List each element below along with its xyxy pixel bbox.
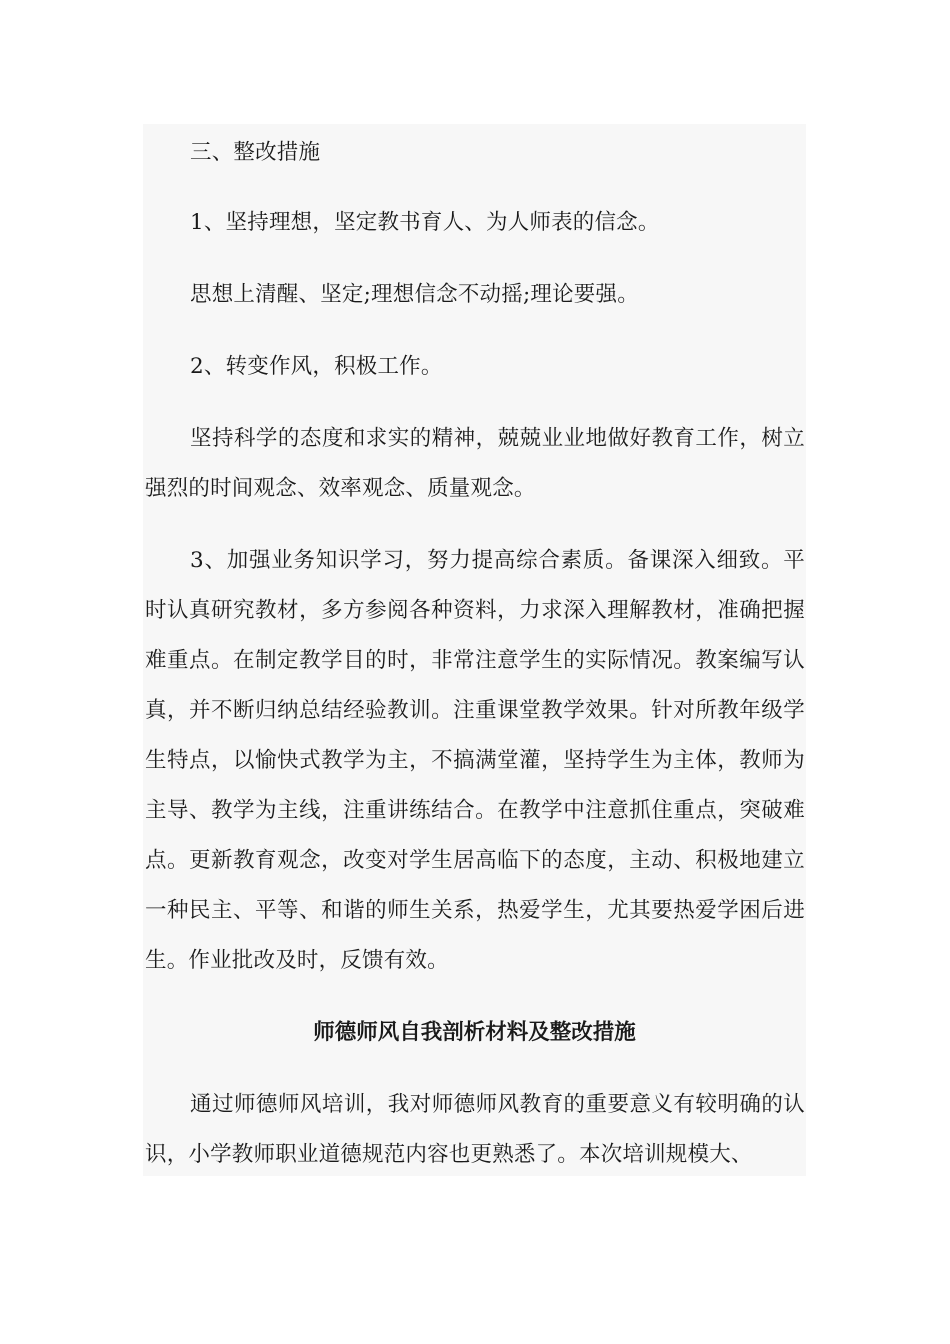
section-heading: 三、整改措施 (190, 140, 321, 165)
measure-2-body: 坚持科学的态度和求实的精神，兢兢业业地做好教育工作，树立强烈的时间观念、效率观念、质量观念。 (145, 426, 805, 501)
measure-1-body: 思想上清醒、坚定;理想信念不动摇;理论要强。 (190, 282, 639, 307)
measure-3-body: 3、加强业务知识学习，努力提高综合素质。备课深入细致。平时认真研究教材，多方参阅各种资料，力求深入理解教材，准确把握难重点。在制定教学目的时，非常注意学生的实际情况。教案编写认真，并不断归纳总结经验教训。注重课堂教学效果。针对所教年级学生特点，以愉快式教学为主，不搞满堂灌，坚持学生为主体，教师为主导、教学为主线，注重讲练结合。在教学中注意抓住重点，突破难点。更新教育观念，改变对学生居高临下的态度，主动、积极地建立一种民主、平等、和谐的师生关系，热爱学生，尤其要热爱学困后进生。作业批改及时，反馈有效。 (145, 548, 805, 973)
document-title: 师德师风自我剖析材料及整改措施 (313, 1020, 636, 1045)
measure-2-heading: 2、转变作风，积极工作。 (190, 354, 443, 379)
intro-paragraph: 通过师德师风培训，我对师德师风教育的重要意义有较明确的认识，小学教师职业道德规范内容也更熟悉了。本次培训规模大、 (145, 1092, 805, 1167)
measure-1-heading: 1、坚持理想，坚定教书育人、为人师表的信念。 (190, 210, 660, 235)
